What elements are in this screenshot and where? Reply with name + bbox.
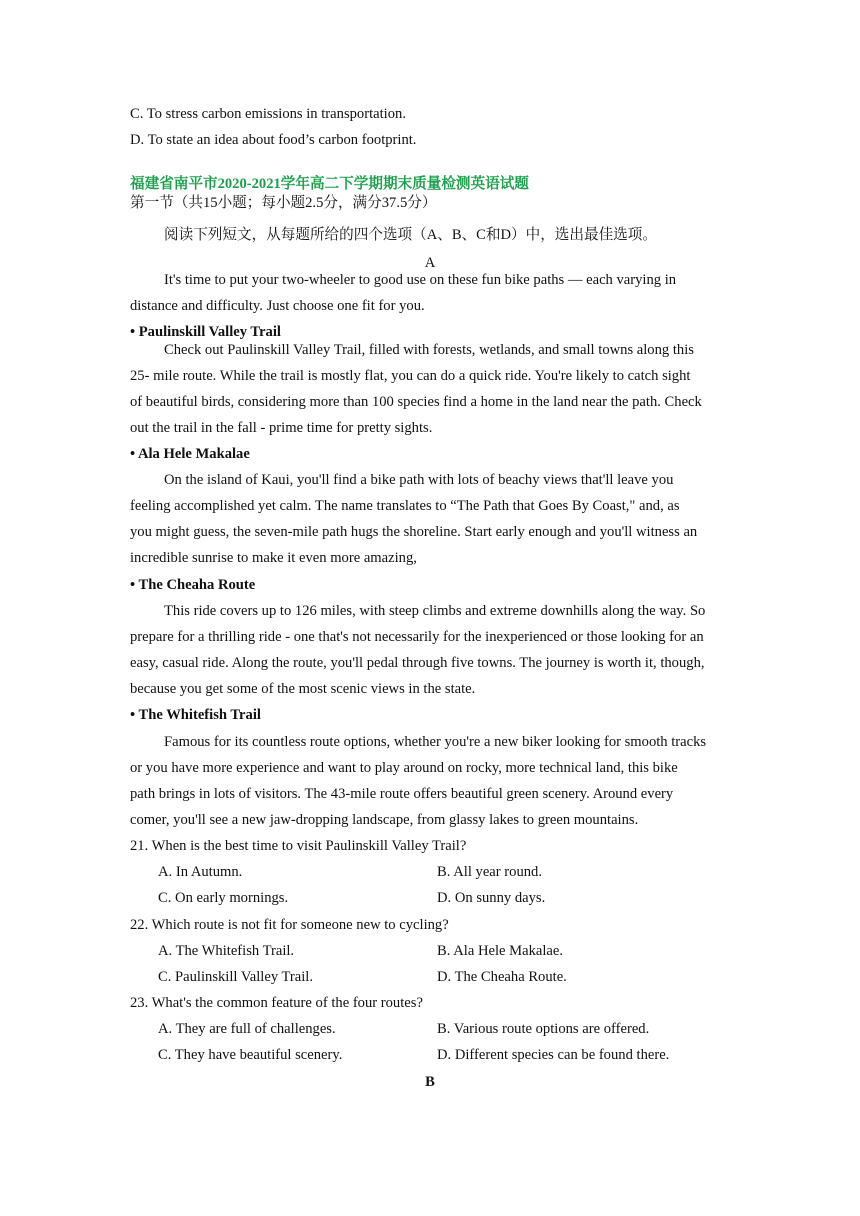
option-b: B. Ala Hele Makalae. [437, 943, 564, 959]
passage-text: On the island of Kaui, you'll find a bike path with lots of beachy views that'll leave you [164, 472, 674, 488]
question-stem: 22. Which route is not fit for someone new to cycling? [130, 917, 449, 933]
passage-label-b: B [425, 1074, 435, 1090]
option-a: A. The Whitefish Trail. [158, 943, 295, 959]
passage-label-a: A [424, 255, 436, 271]
passage-text: This ride covers up to 126 miles, with steep climbs and extreme downhills along the way. So [164, 603, 706, 619]
option-d: D. Different species can be found there. [437, 1047, 670, 1063]
trail-heading: • The Cheaha Route [130, 577, 256, 593]
passage-text: because you get some of the most scenic views in the state. [130, 681, 476, 697]
prev-option-d: D. To state an idea about food’s carbon footprint. [130, 132, 417, 148]
passage-text: path brings in lots of visitors. The 43-mile route offers beautiful green scenery. Around every [130, 786, 674, 802]
trail-heading: • Ala Hele Makalae [130, 446, 250, 462]
exam-title: 福建省南平市2020-2021学年高二下学期期末质量检测英语试题 [130, 176, 529, 192]
passage-text: feeling accomplished yet calm. The name translates to “The Path that Goes By Coast," and, as [130, 498, 680, 514]
passage-text: It's time to put your two-wheeler to good use on these fun bike paths — each varying in [164, 272, 677, 288]
passage-text: Check out Paulinskill Valley Trail, filled with forests, wetlands, and small towns along this [164, 342, 694, 358]
section-header: 第一节（共15小题；每小题2.5分，满分37.5分） [130, 195, 437, 211]
passage-text: easy, casual ride. Along the route, you'll pedal through five towns. The journey is worth it, though, [130, 655, 705, 671]
instruction: 阅读下列短文，从每题所给的四个选项（A、B、C和D）中，选出最佳选项。 [164, 227, 657, 243]
passage-text: of beautiful birds, considering more than 100 species find a home in the land near the path. Check [130, 394, 702, 410]
option-c: C. Paulinskill Valley Trail. [158, 969, 314, 985]
option-a: A. In Autumn. [158, 864, 243, 880]
option-c: C. They have beautiful scenery. [158, 1047, 343, 1063]
passage-text: incredible sunrise to make it even more amazing, [130, 550, 417, 566]
passage-text: 25- mile route. While the trail is mostly flat, you can do a quick ride. You're likely to catch sight [130, 368, 691, 384]
passage-text: out the trail in the fall - prime time for pretty sights. [130, 420, 433, 436]
question-stem: 23. What's the common feature of the four routes? [130, 995, 423, 1011]
trail-heading: • Paulinskill Valley Trail [130, 324, 281, 340]
trail-heading: • The Whitefish Trail [130, 707, 261, 723]
option-d: D. On sunny days. [437, 890, 546, 906]
passage-text: prepare for a thrilling ride - one that's not necessarily for the inexperienced or those looking for an [130, 629, 704, 645]
option-c: C. On early mornings. [158, 890, 289, 906]
option-b: B. Various route options are offered. [437, 1021, 650, 1037]
passage-text: Famous for its countless route options, whether you're a new biker looking for smooth tracks [164, 734, 707, 750]
option-d: D. The Cheaha Route. [437, 969, 567, 985]
question-stem: 21. When is the best time to visit Paulinskill Valley Trail? [130, 838, 467, 854]
passage-text: comer, you'll see a new jaw-dropping landscape, from glassy lakes to green mountains. [130, 812, 639, 828]
passage-text: or you have more experience and want to play around on rocky, more technical land, this bike [130, 760, 678, 776]
option-a: A. They are full of challenges. [158, 1021, 336, 1037]
passage-text: you might guess, the seven-mile path hugs the shoreline. Start early enough and you'll witness an [130, 524, 698, 540]
option-b: B. All year round. [437, 864, 542, 880]
prev-option-c: C. To stress carbon emissions in transportation. [130, 106, 406, 122]
passage-text: distance and difficulty. Just choose one fit for you. [130, 298, 425, 314]
